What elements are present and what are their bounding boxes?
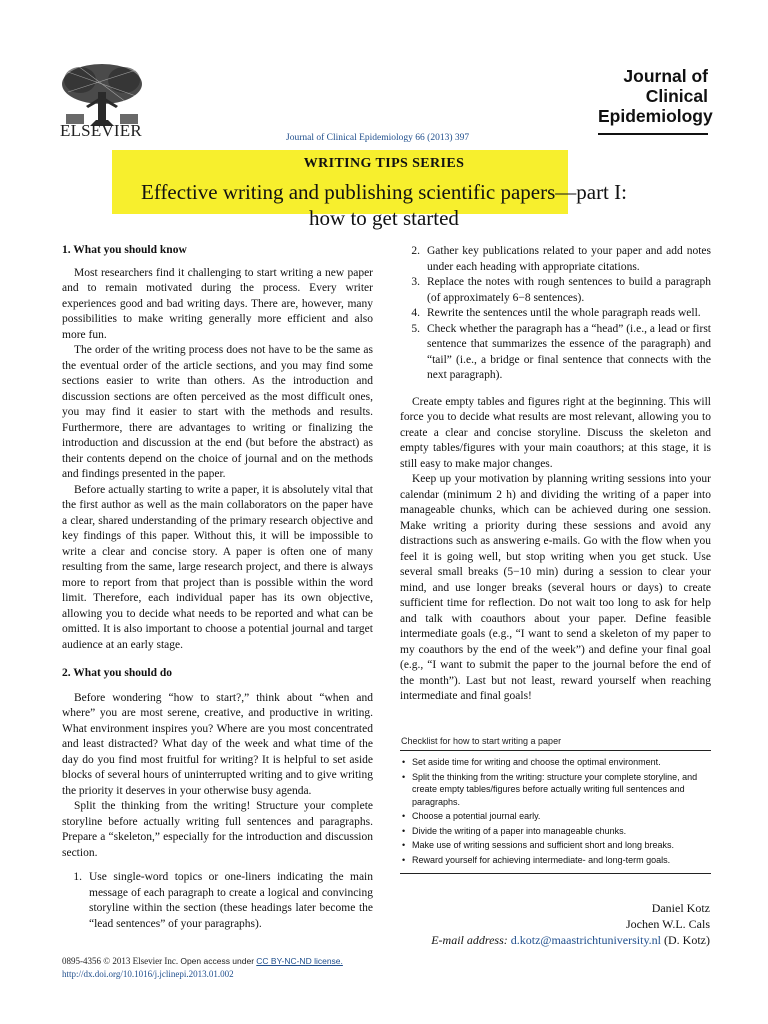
right-column — [400, 244, 711, 705]
license-link[interactable]: CC BY-NC-ND license. — [256, 956, 343, 966]
steps-list-continued — [400, 244, 711, 384]
list-item — [400, 322, 711, 384]
copyright-line — [62, 955, 343, 968]
checklist-item — [402, 771, 709, 809]
list-item — [400, 306, 711, 322]
checklist-item — [402, 825, 709, 838]
checklist-title: Checklist for how to start writing a paper — [401, 736, 562, 746]
article-title-line-1: Effective writing and publishing scientific papers—part I: — [141, 180, 627, 204]
article-title-line-2: how to get started — [309, 206, 459, 230]
checklist-item-text: Split the thinking from the writing: structure your complete storyline, and create empty tables/figures before actually writing full sentences and paragraphs. — [412, 771, 698, 807]
checklist-item — [402, 810, 709, 823]
bullet-icon: • — [402, 840, 406, 850]
checklist-item-text: Divide the writing of a paper into manageable chunks. — [412, 825, 627, 836]
journal-title-line-1: Journal of — [623, 66, 708, 86]
journal-citation[interactable]: Journal of Clinical Epidemiology 66 (2013) 397 — [286, 133, 470, 143]
elsevier-tree-logo — [58, 62, 146, 128]
list-item-number: 3. — [411, 276, 420, 288]
left-column — [62, 243, 373, 932]
list-item — [400, 244, 711, 275]
page-footer — [62, 955, 343, 981]
email-label: E-mail address: — [431, 933, 508, 947]
journal-title-line-2: Clinical — [645, 86, 708, 106]
publisher-name: ELSEVIER — [60, 121, 142, 140]
checklist-box — [400, 736, 711, 874]
paragraph: Create empty tables and figures right at the beginning. This will force you to decide what results are most relevant, allowing you to create a clear and concise storyline. Discuss the skeleton and empty tables/figures with your main coauthors; at this stage, it is still easy to make major changes. — [400, 395, 711, 470]
bullet-icon: • — [402, 757, 406, 767]
author-block — [380, 900, 710, 948]
list-item-number: 5. — [411, 322, 420, 335]
bullet-icon: • — [402, 811, 406, 821]
checklist-item — [402, 839, 709, 852]
checklist-item-text: Choose a potential journal early. — [412, 811, 541, 821]
checklist-item — [402, 756, 709, 769]
checklist-item-text: Reward yourself for achieving intermediate- and long-term goals. — [412, 854, 671, 865]
bullet-icon: • — [402, 825, 406, 836]
paragraph: Most researchers find it challenging to start writing a new paper and to remain motivated during the process. Every writer experiences good and bad writing days. There are, however, many possibilities to make writing generally more efficient and also more fun. — [62, 266, 373, 341]
steps-list — [62, 870, 373, 932]
paragraph: Before actually starting to write a paper, it is absolutely vital that the first author as well as the main collaborators on the paper have a clear, shared understanding of the primary research objective and key findings of this paper. Without this, it will be impossible to write a clear and concise story. A paper is often one of many resulting from the same, large research project, and there is always more to report from that project than is possible within the word limit. Therefore, each individual paper has its own objective, allowing you to decide what needs to be reported and what can be omitted. It is also important to choose a potential journal and target audience at an early stage. — [62, 483, 373, 651]
issn-copyright: 0895-4356 © 2013 Elsevier Inc. — [62, 956, 179, 966]
checklist-item-text: Set aside time for writing and choose the optimal environment. — [412, 757, 661, 767]
list-item-text: Replace the notes with rough sentences to build a paragraph (of approximately 6−8 sentences). — [427, 276, 711, 304]
checklist-item-text: Make use of writing sessions and sufficient short and long breaks. — [412, 840, 674, 850]
author-name: Jochen W.L. Cals — [626, 917, 710, 931]
list-item-number: 1. — [73, 871, 82, 883]
paragraph: Split the thinking from the writing! Structure your complete storyline before actually writing full sentences and paragraphs. Prepare a “skeleton,” especially for the introduction and discussion section. — [62, 800, 373, 859]
journal-title-rule — [598, 133, 708, 135]
paragraph: Before wondering “how to start?,” think about “when and where” you are most serene, creative, and productive in writing. What environment inspires you? Where are you most concentrated and least distracted? What day of the week and what time of the day do you find most fruitful for writing? It is helpful to set aside blocks of several hours of uninterrupted writing and to give writing the priority it deserves in your otherwise busy agenda. — [62, 691, 373, 797]
checklist-body — [400, 750, 711, 874]
list-item-text: Rewrite the sentences until the whole paragraph reads well. — [427, 307, 701, 319]
checklist-item — [402, 854, 709, 867]
email-suffix: (D. Kotz) — [664, 933, 710, 947]
list-item-number: 4. — [411, 307, 420, 319]
series-label: WRITING TIPS SERIES — [303, 156, 465, 171]
license-text: Open access under — [180, 956, 255, 966]
author-name: Daniel Kotz — [651, 901, 710, 915]
checklist-list — [402, 756, 709, 866]
author-contact — [380, 932, 710, 948]
section-heading: 2. What you should do — [62, 667, 173, 679]
list-item-text: Use single-word topics or one-liners indicating the main message of each paragraph to create a logical and convincing storyline within the section (these headings later become the “lead sentences” of your paragraphs). — [89, 871, 373, 930]
list-item-text: Check whether the paragraph has a “head” (i.e., a lead or first sentence that summarizes the essence of the paragraph) and “tail” (i.e., a bridge or final sentence that connects with the next paragraph). — [427, 322, 711, 381]
bullet-icon: • — [402, 771, 406, 782]
paragraph: Keep up your motivation by planning writing sessions into your calendar (minimum 2 h) and dividing the writing of a paper into manageable chunks, which can be achieved during one session. Make writing a priority during these sessions and avoid any distractions such as answering e-mails. Go with the flow when you feel it is going well, but stop writing when you get stuck. Use several small breaks (5−10 min) during a session to clear your mind, and use longer breaks (several hours or days) to create sufficient time for reflection. Do not wait too long to ask for help and talk with coauthors about your paper. Define feasible intermediate goals (e.g., “I want to send a skeleton of my paper to my coauthors by the end of the week”) and define your final goal (e.g., “I want to submit the paper to the journal before the end of the month”). Last but not least, reward yourself when reaching intermediate and final goals! — [400, 473, 711, 702]
bullet-icon: • — [402, 854, 406, 865]
list-item — [400, 275, 711, 306]
doi-link[interactable]: http://dx.doi.org/10.1016/j.jclinepi.2013.01.002 — [62, 969, 234, 979]
list-item — [62, 870, 373, 932]
paragraph: The order of the writing process does not have to be the same as the eventual order of the article sections, and you may find some sections easier to write than others. As the introduction and discussion sections are often perceived as the most difficult ones, you may find it easier to start with the methods and results. Furthermore, there are advantages to writing or finalizing the introduction and discussion at the end (but before the abstract) as their contents depend on the choice of journal and on the methods and findings presented in the paper. — [62, 344, 373, 480]
email-link[interactable]: d.kotz@maastrichtuniversity.nl — [510, 933, 662, 947]
list-item-number: 2. — [411, 245, 420, 257]
section-heading: 1. What you should know — [62, 244, 187, 256]
journal-title — [598, 66, 713, 126]
journal-title-line-3: Epidemiology — [598, 106, 713, 126]
list-item-text: Gather key publications related to your paper and add notes under each heading with appropriate citations. — [427, 245, 711, 273]
